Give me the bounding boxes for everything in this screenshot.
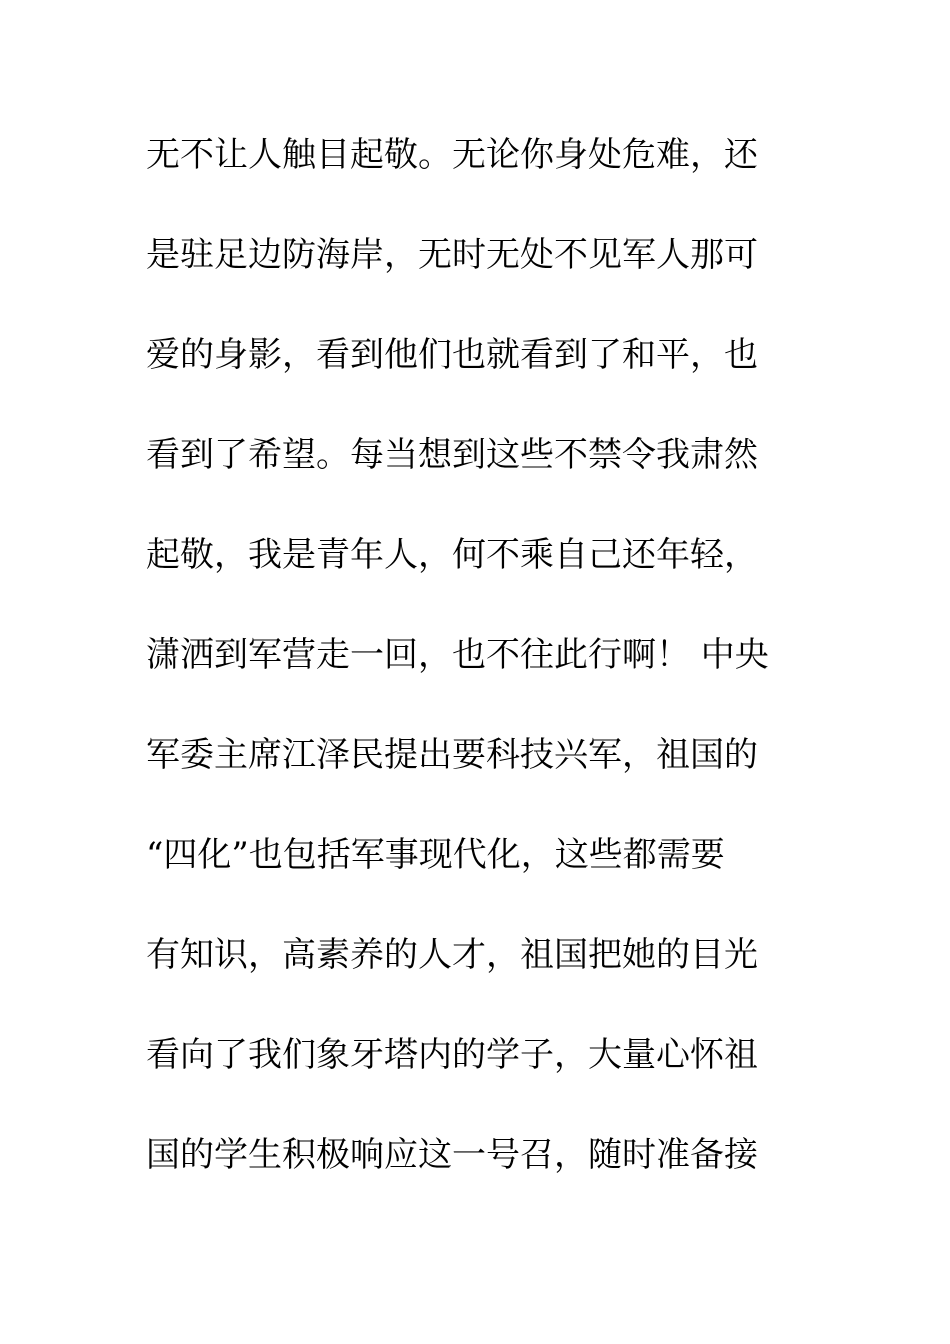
text-line: “四化”也包括军事现代化，这些都需要 (146, 835, 725, 875)
text-line: 无不让人触目起敬。无论你身处危难，还 (146, 135, 758, 175)
text-line: 潇洒到军营走一回，也不往此行啊！ 中央 (146, 635, 769, 675)
text-line: 看向了我们象牙塔内的学子，大量心怀祖 (146, 1035, 758, 1075)
body-text (146, 124, 846, 1224)
text-line: 起敬，我是青年人，何不乘自己还年轻， (146, 535, 758, 575)
text-line: 军委主席江泽民提出要科技兴军，祖国的 (146, 735, 758, 775)
text-line: 有知识，高素养的人才，祖国把她的目光 (146, 935, 758, 975)
text-line: 国的学生积极响应这一号召，随时准备接 (146, 1135, 758, 1175)
text-line: 爱的身影，看到他们也就看到了和平，也 (146, 335, 758, 375)
text-line: 看到了希望。每当想到这些不禁令我肃然 (146, 435, 758, 475)
text-line: 是驻足边防海岸，无时无处不见军人那可 (146, 235, 758, 275)
